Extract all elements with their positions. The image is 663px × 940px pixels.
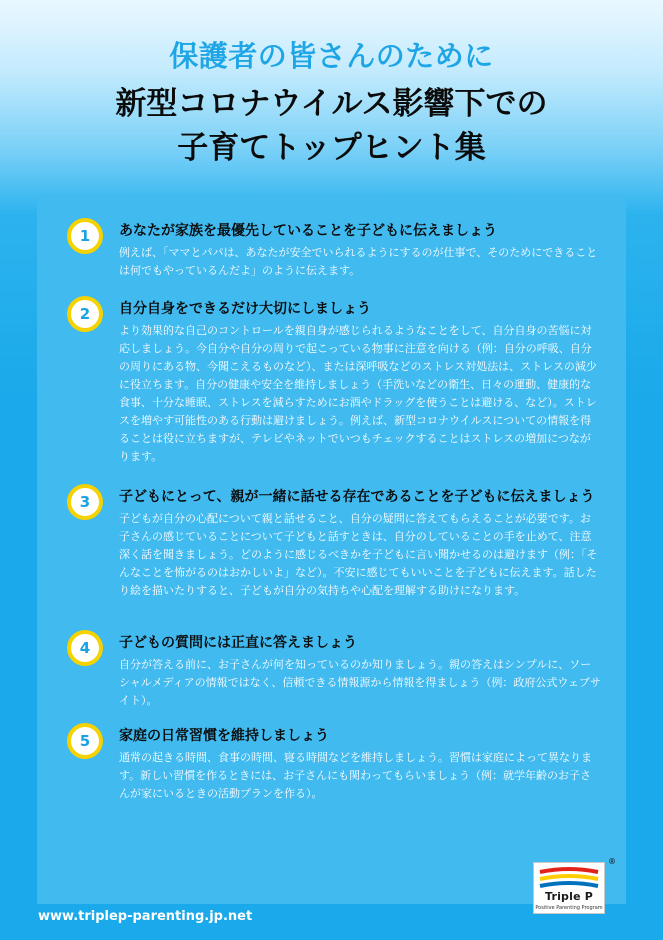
tip-title: 子どもにとって、親が一緒に話せる存在であることを子どもに伝えましょう: [119, 489, 595, 505]
tip-title: あなたが家族を最優先していることを子どもに伝えましょう: [119, 223, 497, 239]
tip-title: 子どもの質問には正直に答えましょう: [119, 635, 357, 651]
tip-body: 自分が答える前に、お子さんが何を知っているのか知りましょう。親の答えはシンプルに、ソーシャルメディアの情報ではなく、信頼できる情報源から情報を得ましょう（例：政府公式ウェブサイト）。: [119, 658, 601, 707]
tip-title: 自分自身をできるだけ大切にしましょう: [119, 301, 371, 317]
number-badge: 5: [67, 723, 103, 759]
title-line-1: 保護者の皆さんのために: [169, 39, 494, 73]
title-line-2: 新型コロナウイルス影響下での: [115, 86, 548, 122]
tip-body: 通常の起きる時間、食事の時間、寝る時間などを維持しましょう。習慣は家庭によって異なります。新しい習慣を作るときには、お子さんにも関わってもらいましょう（例：就学年齢のお子さんが家にいるときの活動プランを作る）。: [119, 751, 592, 800]
triple-p-logo: [533, 862, 605, 914]
number-badge: 2: [67, 296, 103, 332]
tip-body: 例えば、「ママとパパは、あなたが安全でいられるようにするのが仕事で、そのためにできることは何でもやっているんだよ」のように伝えます。: [119, 246, 598, 277]
tip-body: より効果的な自己のコントロールを親自身が感じられるようなことをして、自分自身の苦悩に対応しましょう。今自分や自分の周りで起こっている物事に注意を向ける（例：自分の呼吸、自分の周りにある物、今聞こえるものなど）、または深呼吸などのストレス対処法は、ストレスの減少に役立ちます。自分の健康や安全を維持しましょう（手洗いなどの衛生、日々の運動、健康的な食事、十分な睡眠、ストレスを減らすためにお酒やドラッグを使うことは避ける、など）。ストレスを増やす可能性のある行動は避けましょう。例えば、新型コロナウイルスについての情報を得ることは役に立ちますが、テレビやネットでいつもチェックすることはストレスの増加につながります。: [119, 324, 597, 463]
logo-tagline: Positive Parenting Program: [535, 905, 603, 911]
registered-mark: ®: [608, 857, 616, 866]
tip-title: 家庭の日常習慣を維持しましょう: [119, 728, 329, 744]
title-line-3: 子育てトップヒント集: [177, 130, 486, 166]
tips-panel: [37, 194, 626, 904]
number-badge: 1: [67, 218, 103, 254]
logo-name: Triple P: [544, 890, 594, 903]
number-badge: 4: [67, 630, 103, 666]
tip-body: 子どもが自分の心配について親と話せること、自分の疑問に答えてもらえることが必要です。お子さんの感じていることについて子どもと話すときは、自分のしていることの手を止めて、注意深く話を聞きましょう。どのように感じるべきかを子どもに言い聞かせるのは避けます（例：「そんなことを怖がるのはおかしいよ」など）。不安に感じてもいいことを子どもに伝えます。話したり絵を描いたりすると、子どもが自分の気持ちや心配を理解する助けになります。: [119, 512, 598, 597]
website-link[interactable]: www.triplep-parenting.jp.net: [38, 909, 253, 924]
number-badge: 3: [67, 484, 103, 520]
triple-p-stripes-icon: [538, 866, 600, 890]
